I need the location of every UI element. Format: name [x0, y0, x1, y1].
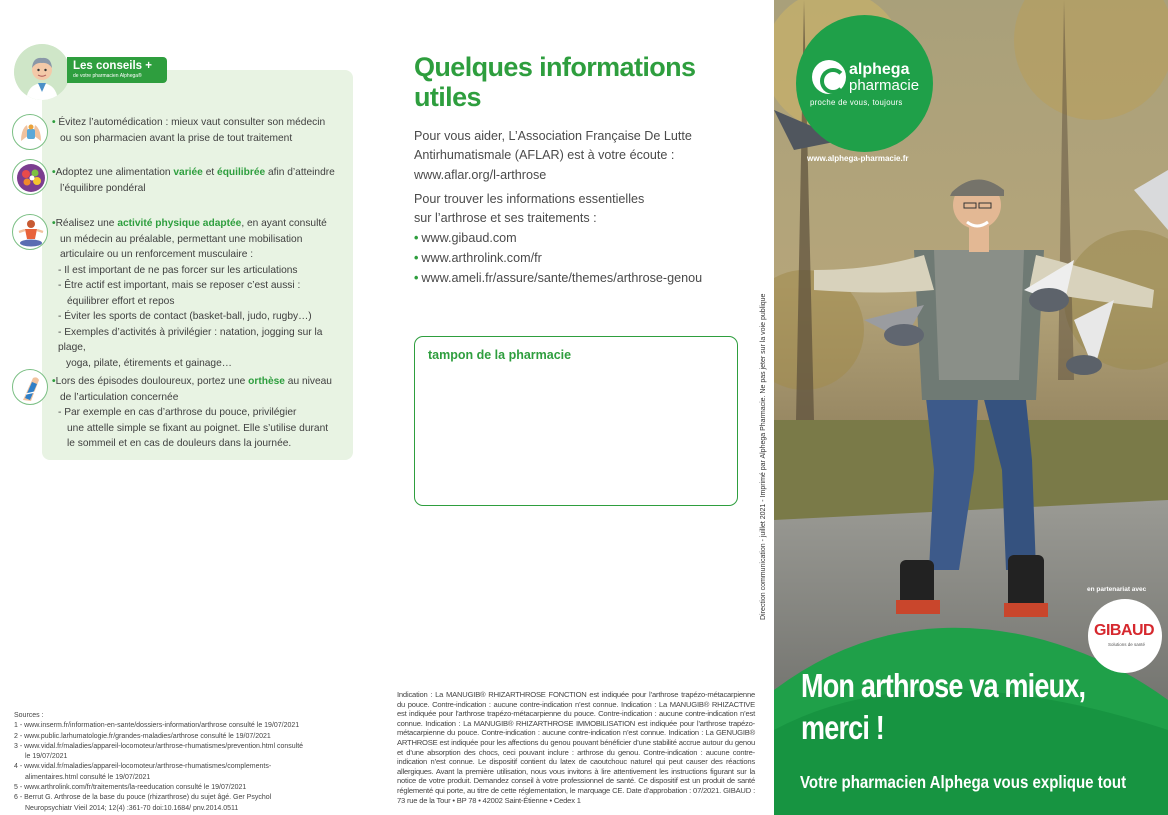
tip-text: l’équilibre pondéral — [60, 182, 146, 194]
tip-subitem: le sommeil et en cas de douleurs dans la journée. — [67, 438, 292, 449]
sources-list — [14, 711, 374, 814]
tip-subitem: - Par exemple en cas d’arthrose du pouce, privilégier — [58, 407, 297, 418]
tip-subitem: - Exemples d’activités à privilégier : natation, jogging sur la plage, — [58, 326, 323, 353]
pharmacy-stamp-box — [414, 336, 738, 506]
source-item: le 19/07/2021 — [25, 753, 68, 761]
source-item: 4 - www.vidal.fr/maladies/appareil-locomoteur/arthrose-rhumatismes/complements- — [14, 763, 272, 771]
logo-sub: pharmacie — [849, 77, 920, 94]
pharmacist-avatar — [14, 44, 70, 100]
source-item: 2 - www.public.larhumatologie.fr/grandes-maladies/arthrose consulté le 19/07/2021 — [14, 732, 271, 740]
aflar-link[interactable]: www.aflar.org/l-arthrose — [414, 168, 547, 182]
info-title: Quelques informations utiles — [414, 52, 696, 112]
tip-text: articulaire ou un renforcement musculaire : — [60, 249, 254, 260]
tips-header-subtitle: de votre pharmacien Alphega® — [73, 73, 142, 79]
list-item: • www.ameli.fr/assure/sante/themes/arthrose-genou — [414, 271, 703, 285]
tip-subitem: - Éviter les sports de contact (basket-ball, judo, rugby…) — [58, 311, 312, 322]
tip-text: de l’articulation concernée — [60, 391, 179, 403]
emphasis-text: équilibrée — [217, 167, 266, 178]
tip-subitem: - Être actif est important, mais se reposer c’est aussi : — [58, 280, 301, 291]
cover-title: Mon arthrose va mieux, merci ! — [801, 667, 1086, 746]
tip-subitem: - Il est important de ne pas forcer sur les articulations — [58, 264, 298, 276]
food-bowl-icon — [12, 159, 48, 195]
info-aflar-paragraph: Pour vous aider, L’Association Française De Lutte Antirhumatismale (AFLAR) est à votre écoute : www.aflar.org/l-arthrose — [414, 127, 744, 185]
arthrolink-link[interactable]: www.arthrolink.com/fr — [421, 251, 542, 265]
logo-brand: alphega — [849, 61, 910, 78]
info-resources-paragraph: Pour trouver les informations essentielles sur l’arthrose et ses traitements : — [414, 192, 645, 225]
tip-diet: •Adoptez une alimentation variée et équilibrée afin d’atteindre l’équilibre pondéral — [52, 165, 348, 196]
tip-subitem: équilibrer effort et repos — [67, 295, 175, 307]
emphasis-text: activité physique adaptée — [117, 218, 242, 229]
wrist-brace-icon — [12, 369, 48, 405]
tip-subitem: yoga, pilate, étirements et gainage… — [66, 357, 232, 369]
tips-header — [67, 57, 167, 83]
tip-text: un médecin au préalable, permettant une mobilisation — [60, 233, 303, 245]
tip-subitem: une attelle simple se fixant au poignet. Elle s’utilise durant — [67, 422, 329, 434]
emphasis-text: variée — [173, 167, 203, 178]
yoga-person-icon — [12, 214, 48, 250]
emphasis-text: orthèse — [248, 376, 285, 387]
logo-tagline: proche de vous, toujours — [810, 98, 903, 107]
tip-orthosis: •Lors des épisodes douloureux, portez une orthèse au niveau de l’articulation concernée - Par exemple en cas d’arthrose du pouce, privilégier une attelle simple se fixant au poignet. Elle s’utilise durant le sommeil et en cas de douleurs dans la journée. — [52, 374, 348, 452]
source-item: 1 - www.inserm.fr/information-en-sante/dossiers-information/arthrose consulté le 19/07/2021 — [14, 722, 300, 730]
list-item: • www.arthrolink.com/fr — [414, 251, 542, 265]
tip-text: Évitez l’automédication : mieux vaut consulter son médecin — [58, 117, 326, 128]
source-item: Neuropsychiatr Vieil 2014; 12(4) :361-70 doi:10.1684/ pnv.2014.0511 — [25, 804, 239, 812]
ameli-link[interactable]: www.ameli.fr/assure/sante/themes/arthrose-genou — [421, 271, 703, 285]
source-item: 5 - www.arthrolink.com/fr/traitements/la-reeducation consulté le 19/07/2021 — [14, 784, 247, 792]
tip-self-medication: • Évitez l’automédication : mieux vaut consulter son médecin ou son pharmacien avant la prise de tout traitement — [52, 115, 348, 146]
partner-label: en partenariat avec — [1087, 586, 1147, 593]
legal-notice: Indication : La MANUGIB® RHIZARTHROSE FONCTION est indiquée pour l’arthrose trapézo-métacarpienne du pouce. Contre-indication : aucune contre-indication n’est connue. Indication : La MANUGIB® RHIZACTIVE est indiquée pour l’arthrose trapézo-métacarpienne du pouce. Contre-indication : aucune contre-indication n’est connue. Indication : La MANUGIB® RHIZARTHROSE IMMOBILISATION est indiquée pour l’arthrose trapézo-métacarpienne du pouce. Contre-indication : aucune contre-indication n’est connue. Indication : La GENUGIB® ARTHROSE est indiquée pour les affections du genou pouvant bénéficier d’une stabilité accrue autour du genou et d’une absorption des chocs, ceci pouvant inclure : arthrose du genou. Contre-indication : aucune contre-indication n’est connue. Le dispositif contient du latex de caoutchouc naturel qui peut causer des réactions allergiques. Avant la première utilisation, nous vous invitons à lire attentivement les instructions figurant sur la notice de votre produit. Demandez conseil à votre professionnel de santé. Ce dispositif est un produit de santé réglementé qui porte, au titre de cette réglementation, le marquage CE. Date d’approbation : 07/2021. GIBAUD : 73 rue de la Tour • BP 78 • 42002 Saint-Étienne • Cedex 1 — [397, 690, 755, 805]
cover-subtitle: Votre pharmacien Alphega vous explique tout — [800, 772, 1127, 792]
alphega-logo-icon — [812, 60, 846, 94]
source-item: 3 - www.vidal.fr/maladies/appareil-locomoteur/arthrose-rhumatismes/prevention.html consulté — [14, 742, 304, 750]
resource-links — [414, 228, 754, 288]
hands-pills-icon — [12, 114, 48, 150]
source-item: 6 - Berrut G. Arthrose de la base du pouce (rhizarthrose) du sujet âgé. Ger Psychol — [14, 794, 272, 802]
gibaud-logo-tagline: Solutions de santé — [1108, 642, 1146, 647]
stamp-label: tampon de la pharmacie — [428, 348, 572, 362]
list-item: • www.gibaud.com — [414, 231, 517, 245]
source-item: alimentaires.html consulté le 19/07/2021 — [25, 773, 151, 781]
gibaud-link[interactable]: www.gibaud.com — [421, 231, 517, 245]
website-link[interactable]: www.alphega-pharmacie.fr — [807, 154, 909, 163]
sources-title: Sources : — [14, 712, 44, 719]
vertical-print-note: Direction communication - juillet 2021 - Imprimé par Alphega Pharmacie. Ne pas jeter sur la voie publique — [760, 293, 767, 620]
tips-header-title: Les conseils + — [73, 60, 152, 72]
tip-text: ou son pharmacien avant la prise de tout traitement — [60, 132, 293, 144]
tip-physical-activity: •Réalisez une activité physique adaptée, en ayant consulté un médecin au préalable, permettant une mobilisation articulaire ou un renforcement musculaire : - Il est important de ne pas forcer sur les articulations - Être actif est important, mais se reposer c’est aussi : équilibrer effort et repos - Éviter les sports de contact (basket-ball, judo, rugby…) - Exemples d’activités à privilégier : natation, jogging sur la plage, yoga, pilate, étirements et gainage… — [52, 216, 348, 371]
gibaud-logo-text: GIBAUD — [1094, 622, 1155, 639]
